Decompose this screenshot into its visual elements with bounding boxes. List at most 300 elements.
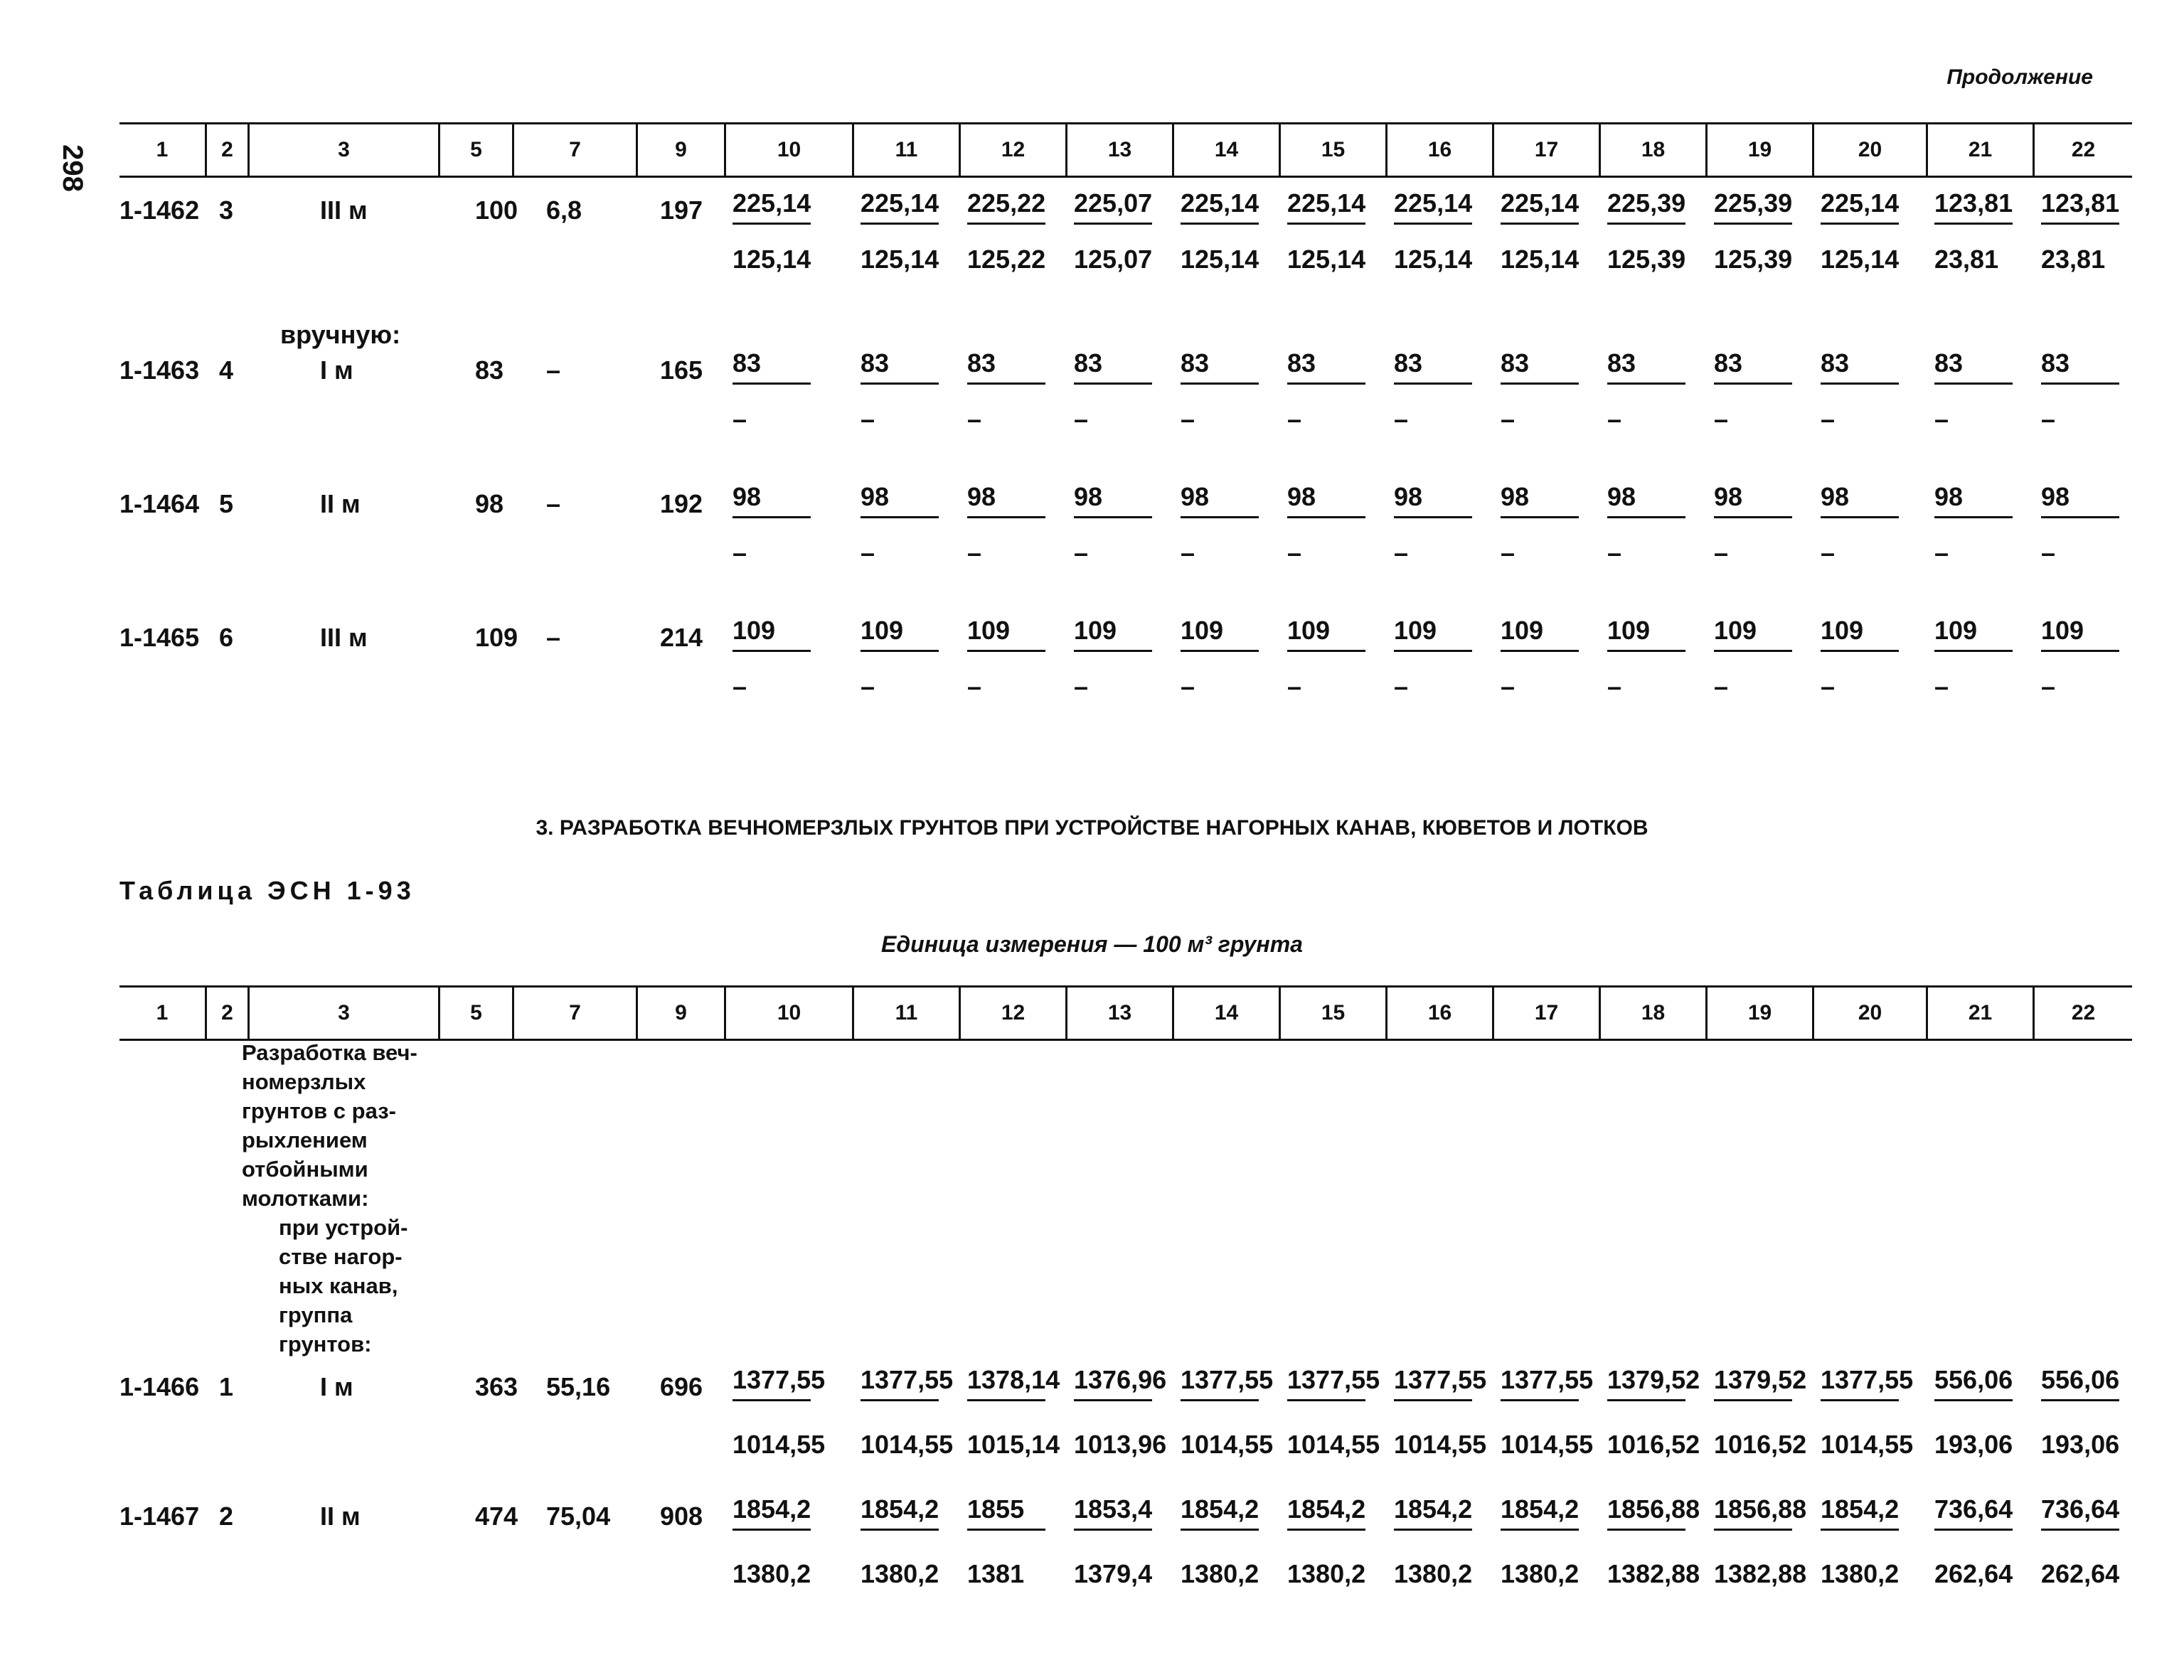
row-code: 1-1465 <box>119 623 200 652</box>
fraction-numerator: 225,14 <box>861 188 939 218</box>
upper-header-col-22: 22 <box>2033 124 2132 176</box>
fraction-bar <box>1607 223 1685 225</box>
fraction-denominator: 1014,55 <box>861 1430 954 1459</box>
fraction-numerator: 98 <box>861 482 890 511</box>
fraction-numerator: 98 <box>1394 482 1423 511</box>
fraction-denominator: – <box>1714 672 1729 701</box>
upper-header-col-1: 1 <box>156 138 169 161</box>
fraction-cell <box>1821 188 1899 274</box>
fraction-cell <box>1394 1494 1472 1589</box>
fraction-bar <box>1394 1399 1472 1401</box>
fraction-bar <box>1607 516 1685 518</box>
fraction-denominator: – <box>1501 405 1516 434</box>
fraction-bar <box>1714 650 1792 652</box>
fraction-numerator: 98 <box>1287 482 1316 511</box>
fraction-cell <box>1607 482 1685 568</box>
fraction-numerator: 98 <box>1821 482 1850 511</box>
fraction-numerator: 1377,55 <box>1287 1365 1380 1394</box>
fraction-bar <box>1934 223 2013 225</box>
fraction-denominator: – <box>861 538 875 567</box>
fraction-denominator: – <box>1181 405 1195 434</box>
lower-header-col-12: 12 <box>959 988 1065 1039</box>
fraction-cell <box>1287 482 1365 568</box>
fraction-cell <box>1714 348 1792 434</box>
fraction-bar <box>733 1529 811 1531</box>
col-7-value: – <box>546 623 561 652</box>
fraction-cell <box>1074 1365 1166 1460</box>
fraction-cell <box>967 1494 1045 1589</box>
col-9-value: 696 <box>660 1372 703 1401</box>
fraction-bar <box>1821 1399 1899 1401</box>
fraction-bar <box>1287 516 1365 518</box>
fraction-cell <box>1607 348 1685 434</box>
fraction-cell <box>1287 348 1365 434</box>
fraction-numerator: 1379,52 <box>1714 1365 1807 1394</box>
fraction-numerator: 109 <box>1821 616 1864 645</box>
fraction-numerator: 1376,96 <box>1074 1365 1167 1394</box>
fraction-bar <box>1394 382 1472 385</box>
lower-header-col-5: 5 <box>438 988 512 1039</box>
fraction-cell <box>2041 188 2119 274</box>
fraction-bar <box>1934 1399 2013 1401</box>
fraction-denominator: 1380,2 <box>1394 1559 1473 1588</box>
fraction-bar <box>967 382 1045 385</box>
fraction-cell <box>1821 348 1899 434</box>
fraction-cell <box>1287 1494 1365 1589</box>
description-indented-line: группа <box>279 1302 353 1327</box>
table-caption: Таблица ЭСН 1-93 <box>119 876 415 905</box>
fraction-numerator: 98 <box>1181 482 1210 511</box>
row-number: 1 <box>219 1372 234 1401</box>
fraction-denominator: 1382,88 <box>1607 1559 1700 1588</box>
row-group-prefix: вручную: <box>280 320 401 349</box>
row-code: 1-1466 <box>119 1372 200 1401</box>
fraction-numerator: 109 <box>733 616 776 645</box>
fraction-cell <box>1394 348 1472 434</box>
fraction-bar <box>1287 1399 1365 1401</box>
fraction-cell <box>1394 188 1472 274</box>
description-indented-line: грунтов: <box>279 1332 372 1357</box>
fraction-cell <box>1181 482 1259 568</box>
fraction-cell <box>1287 616 1365 702</box>
fraction-denominator: 125,07 <box>1074 245 1153 274</box>
fraction-denominator: – <box>1394 538 1409 567</box>
fraction-cell <box>1821 1365 1913 1460</box>
fraction-denominator: 125,14 <box>1287 245 1366 274</box>
fraction-denominator: 125,14 <box>1394 245 1473 274</box>
fraction-denominator: 262,64 <box>1934 1559 2013 1588</box>
fraction-denominator: – <box>1181 538 1195 567</box>
fraction-denominator: 125,22 <box>967 245 1046 274</box>
fraction-bar <box>967 650 1045 652</box>
row-number: 2 <box>219 1502 234 1531</box>
lower-header-col-20: 20 <box>1812 988 1926 1039</box>
fraction-numerator: 225,14 <box>1181 188 1259 218</box>
fraction-bar <box>1501 1529 1579 1531</box>
fraction-denominator: – <box>1607 672 1622 701</box>
fraction-bar <box>967 1399 1045 1401</box>
fraction-cell <box>1181 1365 1273 1460</box>
lower-header-col-11: 11 <box>852 988 959 1039</box>
fraction-bar <box>733 516 811 518</box>
fraction-denominator: – <box>861 405 875 434</box>
fraction-cell <box>1074 348 1152 434</box>
fraction-denominator: – <box>1821 538 1836 567</box>
fraction-bar <box>1714 223 1792 225</box>
fraction-numerator: 109 <box>1714 616 1757 645</box>
lower-header-col-13: 13 <box>1065 988 1172 1039</box>
fraction-bar <box>967 1529 1045 1531</box>
col-5-value: 98 <box>475 489 504 518</box>
fraction-numerator: 225,14 <box>733 188 811 218</box>
fraction-bar <box>861 1399 939 1401</box>
fraction-cell <box>967 348 1045 434</box>
lower-header-col-17: 17 <box>1492 988 1599 1039</box>
description-line: Разработка веч- <box>242 1040 417 1065</box>
fraction-denominator: – <box>967 405 982 434</box>
lower-header-col-7: 7 <box>512 988 636 1039</box>
fraction-numerator: 1377,55 <box>1181 1365 1274 1394</box>
fraction-bar <box>1714 1399 1792 1401</box>
fraction-numerator: 123,81 <box>2041 188 2120 218</box>
fraction-denominator: 1380,2 <box>1181 1559 1259 1588</box>
lower-header-col-18: 18 <box>1599 988 1705 1039</box>
fraction-denominator: 1013,96 <box>1074 1430 1167 1459</box>
row-group: III м <box>320 196 368 225</box>
fraction-bar <box>1501 516 1579 518</box>
fraction-cell <box>1934 1494 2013 1589</box>
fraction-denominator: – <box>967 672 982 701</box>
lower-header-col-15: 15 <box>1279 988 1385 1039</box>
fraction-cell <box>1501 188 1579 274</box>
fraction-bar <box>861 650 939 652</box>
fraction-cell <box>1934 616 2013 702</box>
fraction-numerator: 1377,55 <box>861 1365 954 1394</box>
fraction-denominator: – <box>1821 672 1836 701</box>
fraction-cell <box>967 188 1045 274</box>
fraction-numerator: 83 <box>861 348 890 378</box>
fraction-numerator: 98 <box>1714 482 1743 511</box>
fraction-numerator: 1854,2 <box>1821 1494 1900 1524</box>
fraction-denominator: – <box>967 538 982 567</box>
fraction-cell <box>1074 482 1152 568</box>
fraction-bar <box>1714 516 1792 518</box>
page-number: 298 <box>56 144 88 192</box>
col-9-value: 214 <box>660 623 703 652</box>
col-7-value: 55,16 <box>546 1372 611 1401</box>
fraction-bar <box>1181 516 1259 518</box>
row-group: I м <box>320 355 353 385</box>
fraction-numerator: 109 <box>1181 616 1224 645</box>
fraction-numerator: 109 <box>861 616 904 645</box>
row-code: 1-1464 <box>119 489 200 518</box>
fraction-bar <box>2041 1399 2119 1401</box>
fraction-cell <box>1074 616 1152 702</box>
fraction-denominator: – <box>1074 672 1089 701</box>
fraction-numerator: 1377,55 <box>1394 1365 1487 1394</box>
fraction-bar <box>1607 650 1685 652</box>
description-line: грунтов с раз- <box>242 1098 396 1123</box>
fraction-numerator: 109 <box>1394 616 1437 645</box>
fraction-denominator: – <box>1074 405 1089 434</box>
lower-table-header <box>119 985 2132 1041</box>
fraction-cell <box>2041 616 2119 702</box>
description-line: рыхлением <box>242 1128 368 1152</box>
lower-header-col-14: 14 <box>1172 988 1279 1039</box>
fraction-bar <box>1287 1529 1365 1531</box>
row-number: 3 <box>219 196 234 225</box>
description-indented-line: стве нагор- <box>279 1244 403 1269</box>
fraction-cell <box>1821 1494 1899 1589</box>
upper-header-col-9: 9 <box>636 124 724 176</box>
fraction-cell <box>1501 348 1579 434</box>
fraction-denominator: – <box>1287 672 1302 701</box>
fraction-numerator: 736,64 <box>1934 1494 2013 1524</box>
fraction-denominator: – <box>1714 538 1729 567</box>
description-line: отбойными <box>242 1157 368 1182</box>
fraction-numerator: 1377,55 <box>1501 1365 1594 1394</box>
fraction-cell <box>733 482 811 568</box>
fraction-bar <box>733 382 811 385</box>
fraction-denominator: – <box>1934 538 1949 567</box>
fraction-cell <box>1501 1494 1579 1589</box>
upper-table-header <box>119 122 2132 178</box>
fraction-numerator: 225,14 <box>1287 188 1366 218</box>
fraction-bar <box>1821 1529 1899 1531</box>
col-9-value: 165 <box>660 355 703 385</box>
fraction-numerator: 83 <box>733 348 762 378</box>
fraction-bar <box>1934 1529 2013 1531</box>
fraction-denominator: – <box>1934 672 1949 701</box>
fraction-bar <box>1394 223 1472 225</box>
fraction-numerator: 83 <box>1501 348 1530 378</box>
fraction-denominator: 1014,55 <box>1501 1430 1594 1459</box>
fraction-cell <box>861 1365 953 1460</box>
fraction-denominator: – <box>733 672 747 701</box>
fraction-numerator: 83 <box>1074 348 1103 378</box>
col-7-value: – <box>546 489 561 518</box>
fraction-cell <box>967 1365 1060 1460</box>
fraction-bar <box>1181 223 1259 225</box>
fraction-denominator: – <box>1181 672 1195 701</box>
fraction-denominator: 1014,55 <box>733 1430 826 1459</box>
fraction-denominator: 193,06 <box>2041 1430 2120 1459</box>
fraction-cell <box>1181 188 1259 274</box>
fraction-bar <box>733 650 811 652</box>
fraction-denominator: – <box>2041 405 2056 434</box>
col-5-value: 109 <box>475 623 518 652</box>
fraction-denominator: 23,81 <box>2041 245 2106 274</box>
fraction-numerator: 98 <box>1934 482 1964 511</box>
upper-header-col-20: 20 <box>1812 124 1926 176</box>
upper-header-col-15: 15 <box>1279 124 1385 176</box>
fraction-cell <box>1714 616 1792 702</box>
fraction-numerator: 556,06 <box>2041 1365 2120 1394</box>
fraction-bar <box>1607 1399 1685 1401</box>
col-5-value: 363 <box>475 1372 518 1401</box>
fraction-denominator: 23,81 <box>1934 245 1999 274</box>
fraction-cell <box>1714 1365 1806 1460</box>
fraction-bar <box>1714 382 1792 385</box>
row-code: 1-1463 <box>119 355 200 385</box>
fraction-bar <box>1394 650 1472 652</box>
fraction-cell <box>733 616 811 702</box>
fraction-denominator: 125,14 <box>861 245 939 274</box>
upper-header-col-5: 5 <box>438 124 512 176</box>
fraction-numerator: 1377,55 <box>1821 1365 1914 1394</box>
fraction-denominator: 1014,55 <box>1394 1430 1487 1459</box>
fraction-cell <box>861 616 939 702</box>
fraction-bar <box>1394 516 1472 518</box>
fraction-denominator: 125,14 <box>1821 245 1900 274</box>
fraction-bar <box>733 223 811 225</box>
fraction-bar <box>1714 1529 1792 1531</box>
fraction-denominator: 1381 <box>967 1559 1025 1588</box>
fraction-bar <box>1181 650 1259 652</box>
col-9-value: 197 <box>660 196 703 225</box>
fraction-denominator: – <box>2041 672 2056 701</box>
fraction-numerator: 98 <box>967 482 996 511</box>
fraction-numerator: 1378,14 <box>967 1365 1060 1394</box>
work-description <box>242 1038 455 1359</box>
fraction-denominator: – <box>1821 405 1836 434</box>
lower-header-col-22: 22 <box>2033 988 2132 1039</box>
row-group: III м <box>320 623 368 652</box>
fraction-numerator: 556,06 <box>1934 1365 2013 1394</box>
fraction-denominator: 193,06 <box>1934 1430 2013 1459</box>
row-group: II м <box>320 489 361 518</box>
fraction-numerator: 83 <box>1181 348 1210 378</box>
fraction-bar <box>1074 1529 1152 1531</box>
fraction-denominator: – <box>1607 405 1622 434</box>
description-indented-line: при устрой- <box>279 1215 408 1240</box>
lower-header-col-16: 16 <box>1385 988 1492 1039</box>
fraction-bar <box>1074 1399 1152 1401</box>
fraction-denominator: – <box>861 672 875 701</box>
fraction-denominator: – <box>1074 538 1089 567</box>
fraction-denominator: – <box>1501 672 1516 701</box>
fraction-numerator: 109 <box>1501 616 1544 645</box>
fraction-bar <box>861 516 939 518</box>
fraction-bar <box>1821 650 1899 652</box>
fraction-denominator: – <box>733 538 747 567</box>
lower-header-col-10: 10 <box>724 988 852 1039</box>
fraction-cell <box>861 482 939 568</box>
lower-header-col-3: 3 <box>247 988 438 1039</box>
upper-header-col-10: 10 <box>724 124 852 176</box>
row-group: II м <box>320 1502 361 1531</box>
fraction-bar <box>2041 382 2119 385</box>
fraction-bar <box>1501 650 1579 652</box>
fraction-bar <box>1501 1399 1579 1401</box>
fraction-cell <box>1821 482 1899 568</box>
fraction-denominator: 1014,55 <box>1181 1430 1274 1459</box>
fraction-denominator: 1380,2 <box>1501 1559 1580 1588</box>
description-indented-line: ных канав, <box>279 1273 398 1298</box>
fraction-bar <box>1074 223 1152 225</box>
fraction-numerator: 1854,2 <box>1501 1494 1580 1524</box>
fraction-denominator: 262,64 <box>2041 1559 2120 1588</box>
upper-header-col-13: 13 <box>1065 124 1172 176</box>
row-code: 1-1462 <box>119 196 200 225</box>
fraction-denominator: – <box>1934 405 1949 434</box>
fraction-bar <box>1501 382 1579 385</box>
fraction-numerator: 736,64 <box>2041 1494 2120 1524</box>
upper-header-col-17: 17 <box>1492 124 1599 176</box>
fraction-bar <box>1181 1399 1259 1401</box>
fraction-numerator: 1854,2 <box>1181 1494 1259 1524</box>
fraction-cell <box>1287 1365 1380 1460</box>
fraction-bar <box>1287 223 1365 225</box>
fraction-numerator: 225,07 <box>1074 188 1153 218</box>
fraction-numerator: 98 <box>2041 482 2070 511</box>
col-7-value: 6,8 <box>546 196 582 225</box>
fraction-denominator: 1016,52 <box>1607 1430 1700 1459</box>
upper-header-col-3: 3 <box>247 124 438 176</box>
fraction-numerator: 225,39 <box>1607 188 1686 218</box>
fraction-bar <box>1934 382 2013 385</box>
fraction-numerator: 225,22 <box>967 188 1046 218</box>
fraction-cell <box>2041 1494 2119 1589</box>
fraction-numerator: 109 <box>1287 616 1331 645</box>
fraction-bar <box>861 1529 939 1531</box>
col-5-value: 83 <box>475 355 504 385</box>
fraction-cell <box>1934 1365 2013 1460</box>
fraction-numerator: 83 <box>1714 348 1743 378</box>
fraction-numerator: 225,39 <box>1714 188 1793 218</box>
fraction-cell <box>1394 482 1472 568</box>
row-group: I м <box>320 1372 353 1401</box>
fraction-cell <box>861 348 939 434</box>
fraction-cell <box>1501 482 1579 568</box>
fraction-cell <box>967 482 1045 568</box>
fraction-bar <box>967 223 1045 225</box>
fraction-denominator: 125,39 <box>1607 245 1686 274</box>
fraction-bar <box>1501 223 1579 225</box>
row-code: 1-1467 <box>119 1502 200 1531</box>
fraction-numerator: 1856,88 <box>1607 1494 1700 1524</box>
col-7-value: 75,04 <box>546 1502 611 1531</box>
fraction-denominator: – <box>1287 538 1302 567</box>
fraction-numerator: 83 <box>967 348 996 378</box>
fraction-numerator: 1854,2 <box>861 1494 939 1524</box>
fraction-bar <box>2041 650 2119 652</box>
fraction-cell <box>1714 482 1792 568</box>
fraction-cell <box>2041 482 2119 568</box>
col-7-value: – <box>546 355 561 385</box>
fraction-bar <box>1821 516 1899 518</box>
continued-label: Продолжение <box>1946 65 2093 89</box>
fraction-cell <box>1501 1365 1593 1460</box>
upper-header-col-18: 18 <box>1599 124 1705 176</box>
fraction-cell <box>1074 1494 1152 1589</box>
fraction-cell <box>1607 1494 1700 1589</box>
fraction-cell <box>1714 188 1792 274</box>
fraction-numerator: 98 <box>1501 482 1530 511</box>
fraction-denominator: 125,39 <box>1714 245 1793 274</box>
fraction-bar <box>733 1399 811 1401</box>
fraction-numerator: 1853,4 <box>1074 1494 1153 1524</box>
fraction-cell <box>733 348 811 434</box>
fraction-denominator: 1380,2 <box>861 1559 939 1588</box>
fraction-numerator: 225,14 <box>1501 188 1580 218</box>
fraction-denominator: 1380,2 <box>1821 1559 1900 1588</box>
section-title: 3. РАЗРАБОТКА ВЕЧНОМЕРЗЛЫХ ГРУНТОВ ПРИ УСТРОЙСТВЕ НАГОРНЫХ КАНАВ, КЮВЕТОВ И ЛОТКОВ <box>536 816 1648 840</box>
upper-header-col-16: 16 <box>1385 124 1492 176</box>
fraction-cell <box>2041 1365 2119 1460</box>
fraction-bar <box>1934 516 2013 518</box>
fraction-cell <box>1501 616 1579 702</box>
